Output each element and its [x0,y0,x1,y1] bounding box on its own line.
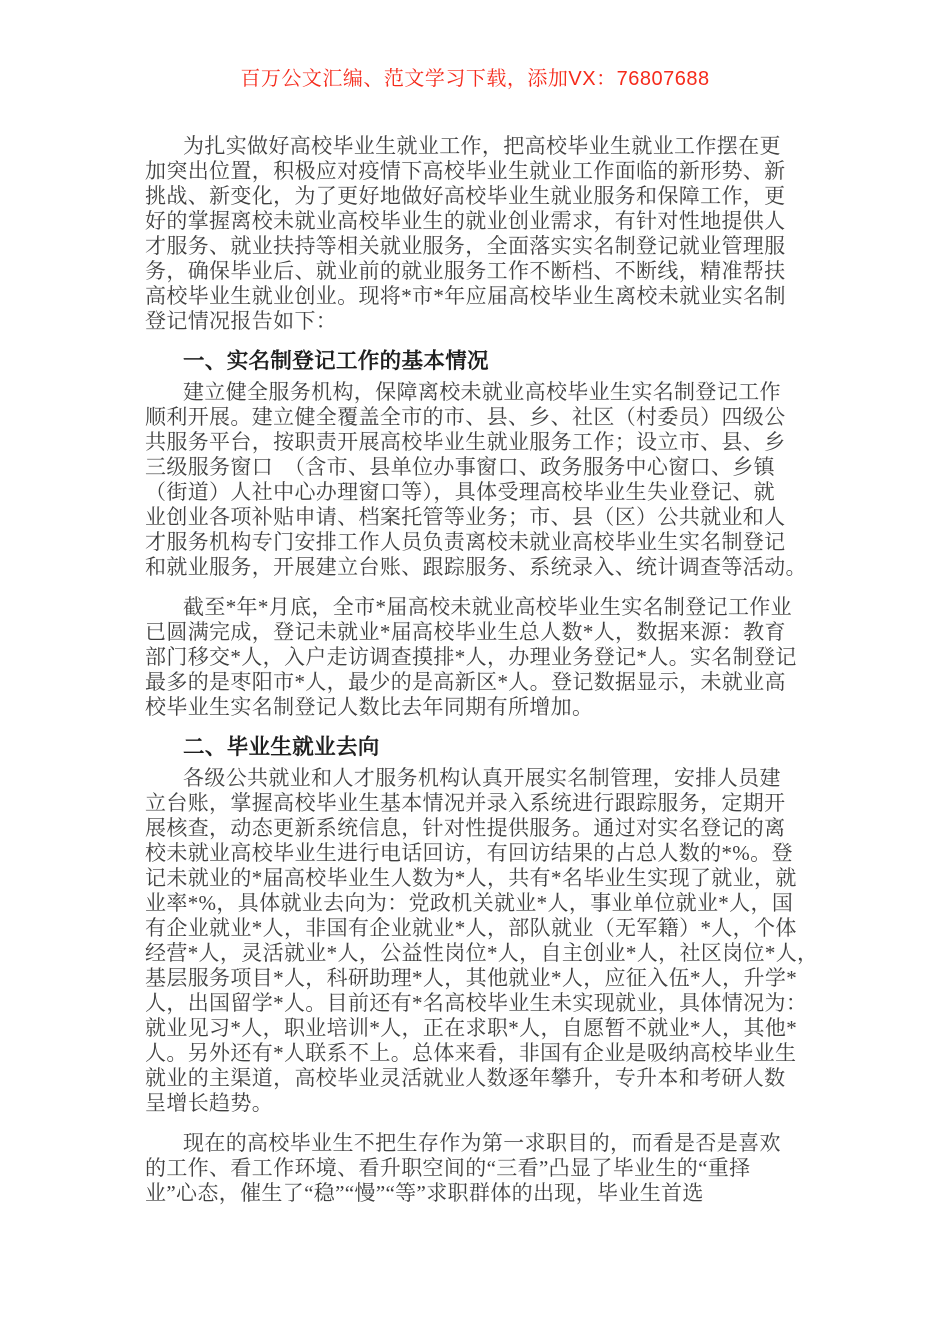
text-line: 基层服务项目*人，科研助理*人，其他就业*人，应征入伍*人，升学* [145,966,798,990]
text-line: 登记情况报告如下： [145,309,338,333]
text-line: 的工作、看工作环境、看升职空间的“三看”凸显了毕业生的“重择 [145,1156,751,1180]
body-paragraph [145,380,810,580]
text-line: 业率*%，具体就业去向为：党政机关就业*人，事业单位就业*人，国 [145,891,794,915]
text-line: 和就业服务，开展建立台账、跟踪服务、系统录入、统计调查等活动。 [145,555,807,579]
text-line: 建立健全服务机构，保障离校未就业高校毕业生实名制登记工作 [183,380,781,404]
body-paragraph [145,1131,810,1206]
text-line: 三级服务窗口 （含市、县单位办事窗口、政务服务中心窗口、乡镇 [145,455,775,479]
text-line: 部门移交*人，入户走访调查摸排*人，办理业务登记*人。实名制登记 [145,645,797,669]
text-line: 经营*人，灵活就业*人，公益性岗位*人，自主创业*人，社区岗位*人， [145,941,819,965]
text-line: 校毕业生实名制登记人数比去年同期有所增加。 [145,695,594,719]
text-line: 立台账，掌握高校毕业生基本情况并录入系统进行跟踪服务，定期开 [145,791,786,815]
text-line: 校未就业高校毕业生进行电话回访，有回访结果的占总人数的*%。登 [145,841,793,865]
text-line: 已圆满完成，登记未就业*届高校毕业生总人数*人，数据来源：教育 [145,620,786,644]
text-line: 顺利开展。建立健全覆盖全市的市、县、乡、社区（村委员）四级公 [145,405,786,429]
body-paragraph [145,766,819,1116]
text-line: （街道）人社中心办理窗口等），具体受理高校毕业生失业登记、就 [145,480,775,504]
text-line: 业创业各项补贴申请、档案托管等业务；市、县（区）公共就业和人 [145,505,786,529]
text-line: 挑战、新变化，为了更好地做好高校毕业生就业服务和保障工作，更 [145,184,786,208]
text-line: 展核查，动态更新系统信息，针对性提供服务。通过对实名登记的离 [145,816,786,840]
text-line: 记未就业的*届高校毕业生人数为*人，共有*名毕业生实现了就业，就 [145,866,797,890]
text-line: 加突出位置，积极应对疫情下高校毕业生就业工作面临的新形势、新 [145,159,786,183]
text-line: 才服务机构专门安排工作人员负责离校未就业高校毕业生实名制登记 [145,530,786,554]
text-line: 现在的高校毕业生不把生存作为第一求职目的，而看是否是喜欢 [183,1131,781,1155]
text-line: 截至*年*月底，全市*届高校未就业高校毕业生实名制登记工作业 [183,595,792,619]
body-paragraph [145,134,810,334]
document-body [0,134,950,1206]
text-line: 人。另外还有*人联系不上。总体来看，非国有企业是吸纳高校毕业生 [145,1041,797,1065]
section-heading: 一、实名制登记工作的基本情况 [183,349,489,373]
text-line: 就业见习*人，职业培训*人，正在求职*人，自愿暂不就业*人，其他* [145,1016,798,1040]
text-line: 有企业就业*人，非国有企业就业*人，部队就业（无军籍）*人，个体 [145,916,797,940]
text-line: 高校毕业生就业创业。现将*市*年应届高校毕业生离校未就业实名制 [145,284,786,308]
text-line: 务，确保毕业后、就业前的就业服务工作不断档、不断线，精准帮扶 [145,259,786,283]
text-line: 各级公共就业和人才服务机构认真开展实名制管理，安排人员建 [183,766,781,790]
text-line: 为扎实做好高校毕业生就业工作，把高校毕业生就业工作摆在更 [183,134,781,158]
text-line: 好的掌握离校未就业高校毕业生的就业创业需求，有针对性地提供人 [145,209,786,233]
section-heading: 二、毕业生就业去向 [183,735,380,759]
text-line: 人，出国留学*人。目前还有*名高校毕业生未实现就业，具体情况为： [145,991,808,1015]
text-line: 业”心态，催生了“稳”“慢”“等”求职群体的出现，毕业生首选 [145,1181,704,1205]
promo-watermark-text: 百万公文汇编、范文学习下载，添加VX：76807688 [240,68,710,90]
text-line: 呈增长趋势。 [145,1091,274,1115]
body-paragraph [145,595,810,720]
text-line: 就业的主渠道，高校毕业灵活就业人数逐年攀升，专升本和考研人数 [145,1066,786,1090]
text-line: 共服务平台，按职责开展高校毕业生就业服务工作；设立市、县、乡 [145,430,786,454]
text-line: 最多的是枣阳市*人，最少的是高新区*人。登记数据显示，未就业高 [145,670,786,694]
text-line: 才服务、就业扶持等相关就业服务，全面落实实名制登记就业管理服 [145,234,786,258]
